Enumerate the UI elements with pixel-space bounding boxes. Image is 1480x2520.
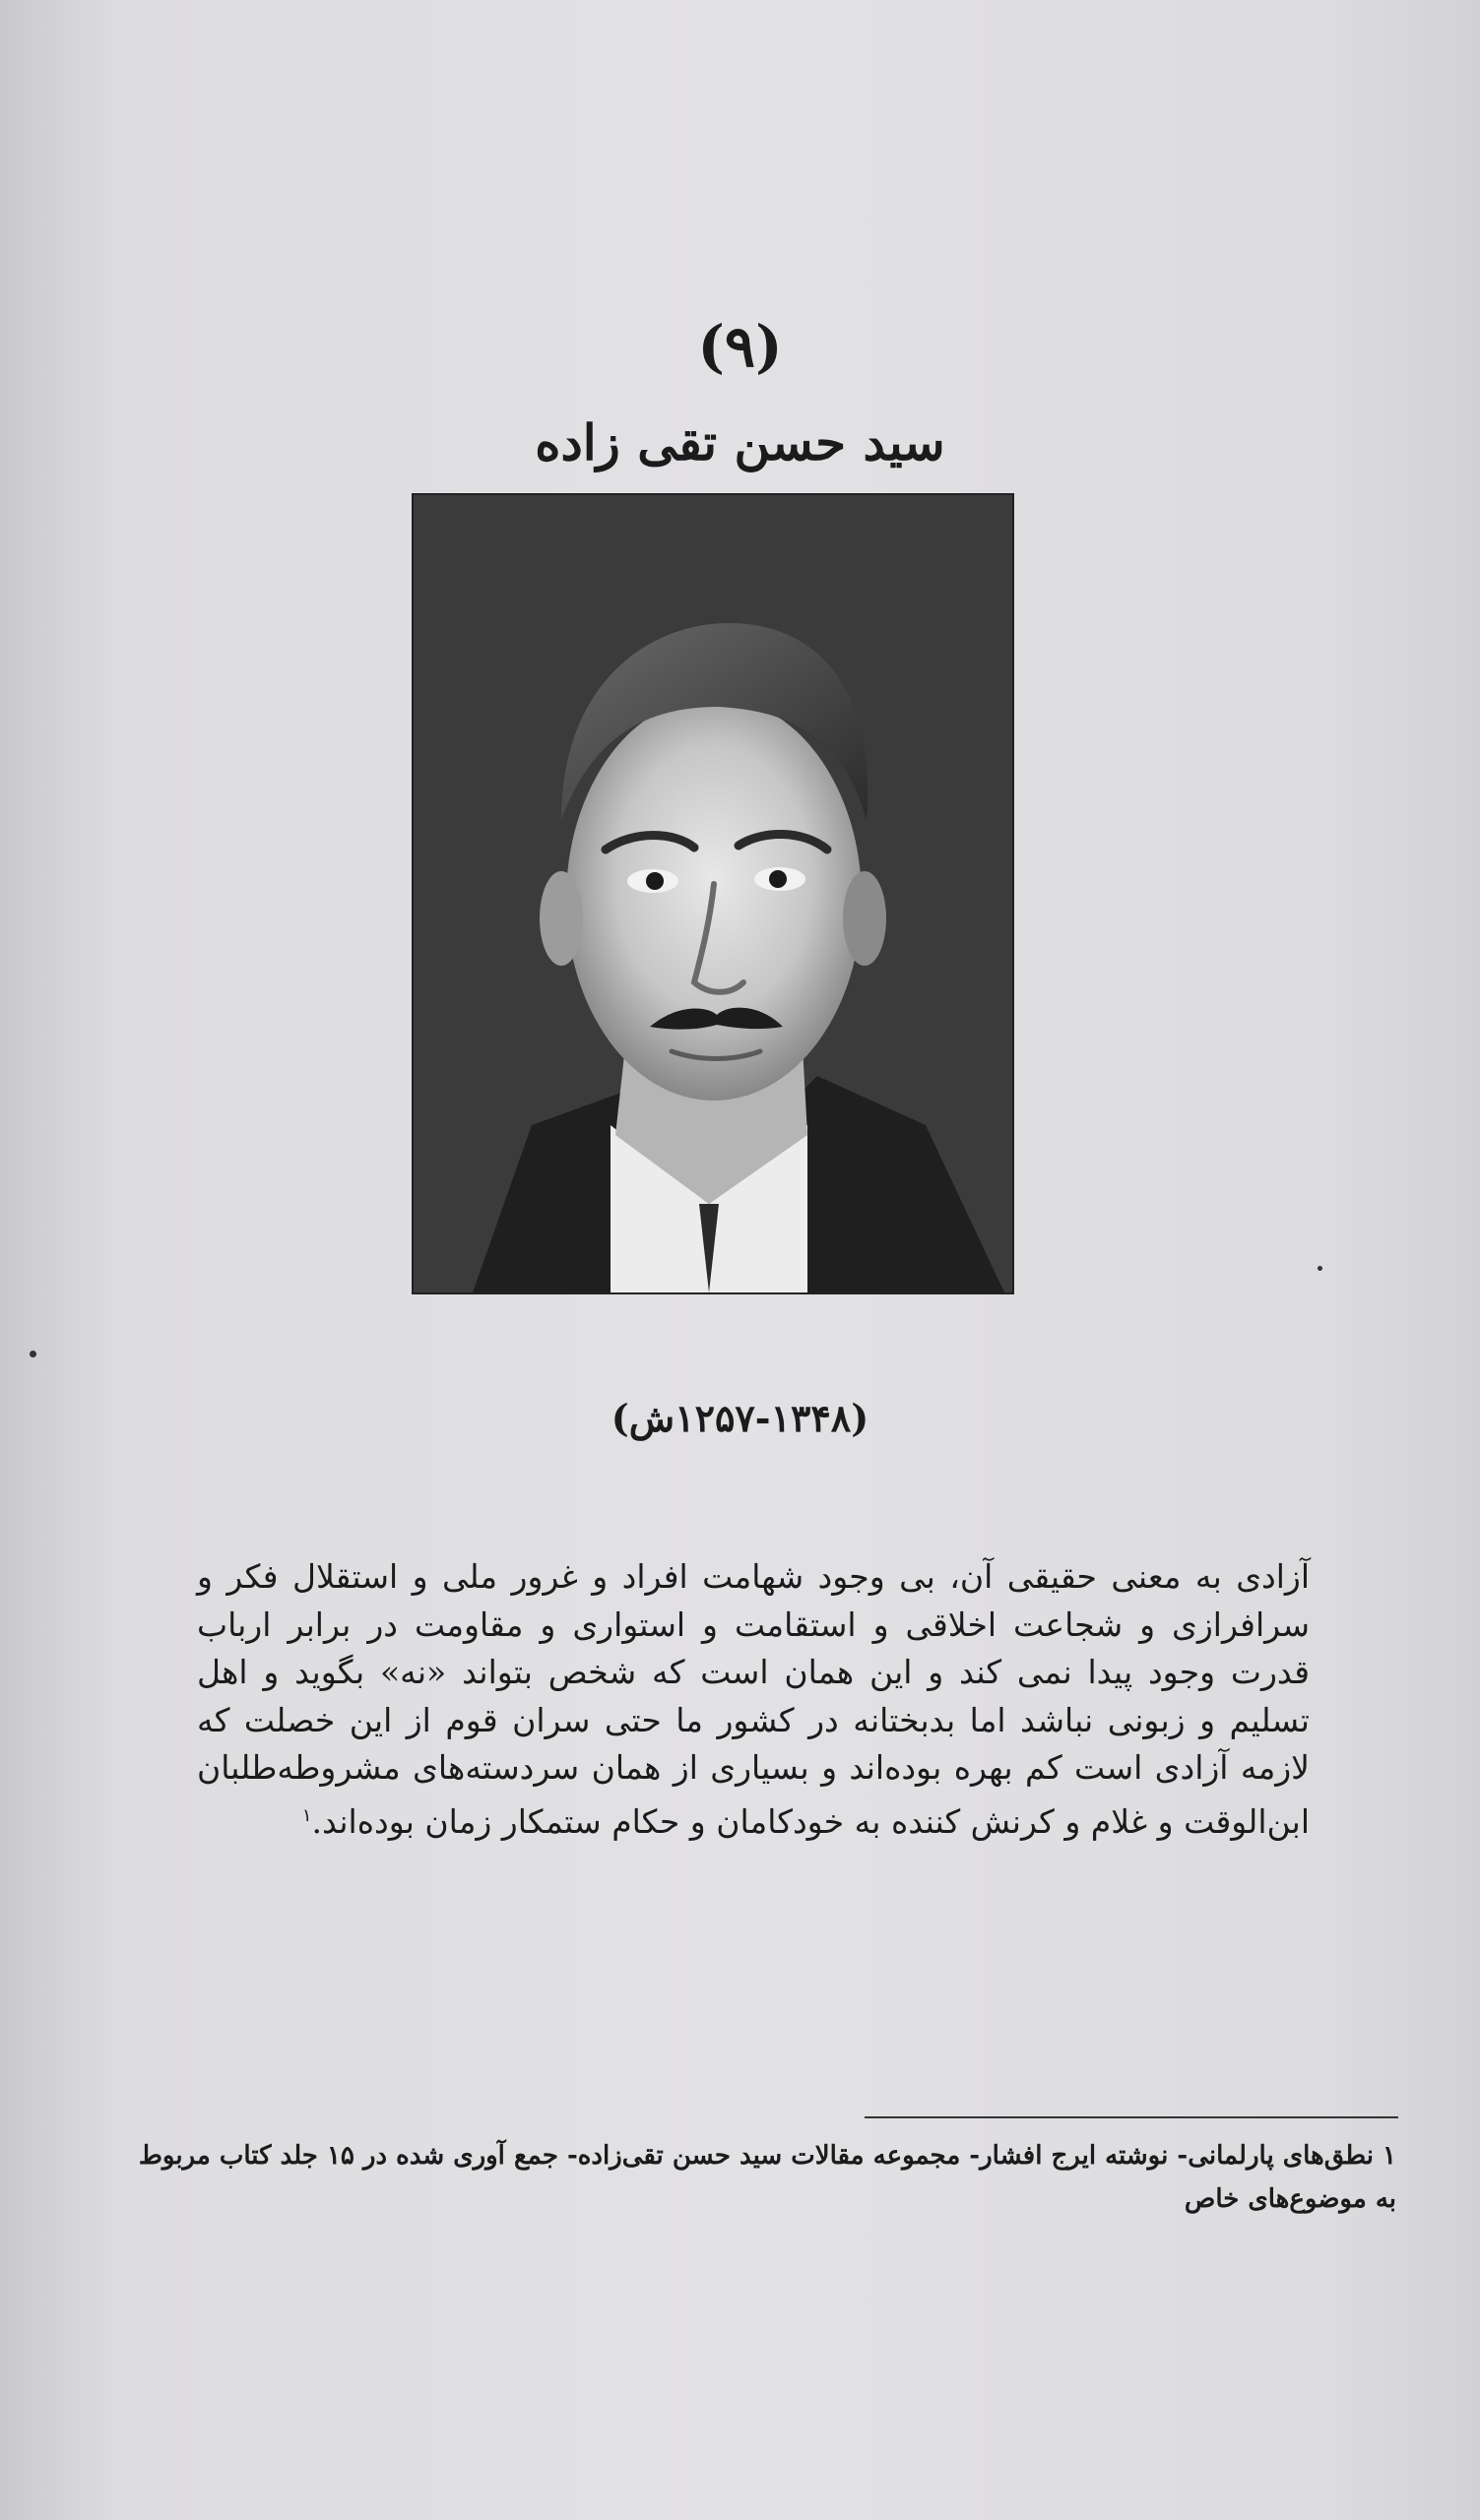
body-paragraph — [197, 1553, 1310, 1846]
footnote-marker: ۱ — [301, 1804, 312, 1826]
chapter-number: (۹) — [697, 313, 783, 380]
footnote: ۱ نطق‌های پارلمانی- نوشته ایرج افشار- مجموعه مقالات سید حسن تقی‌زاده- جمع آوری شده در ۱۵ جلد کتاب مربوط به موضوع‌های خاص — [138, 2141, 1396, 2214]
portrait-photo — [414, 495, 1012, 1292]
paper-speck — [1318, 1266, 1322, 1271]
body-text: آزادی به معنی حقیقی آن، بی وجود شهامت افراد و غرور ملی و استقلال فکر و سرافرازی و شجاعت اخلاقی و استقامت و استواری و مقاومت در برابر ارباب قدرت وجود پیدا نمی کند و این همان است که شخص بتواند «نه» بگوید و اهل تسلیم و زبونی نباشد اما بدبختانه در کشور ما حتی سران قوم از این خصلت که لازمه آزادی است کم بهره بوده‌اند و بسیاری از همان سردسته‌های مشروطه‌طلبان ابن‌الوقت و غلام و کرنش کننده به خودکامان و حکام ستمکار زمان بوده‌اند. — [197, 1557, 1310, 1841]
paper-speck — [30, 1351, 36, 1357]
chapter-title: سید حسن تقی زاده — [535, 413, 945, 472]
footnote-divider — [865, 2116, 1398, 2118]
life-dates: (۱۲۵۷-۱۳۴۸ش) — [611, 1396, 869, 1440]
